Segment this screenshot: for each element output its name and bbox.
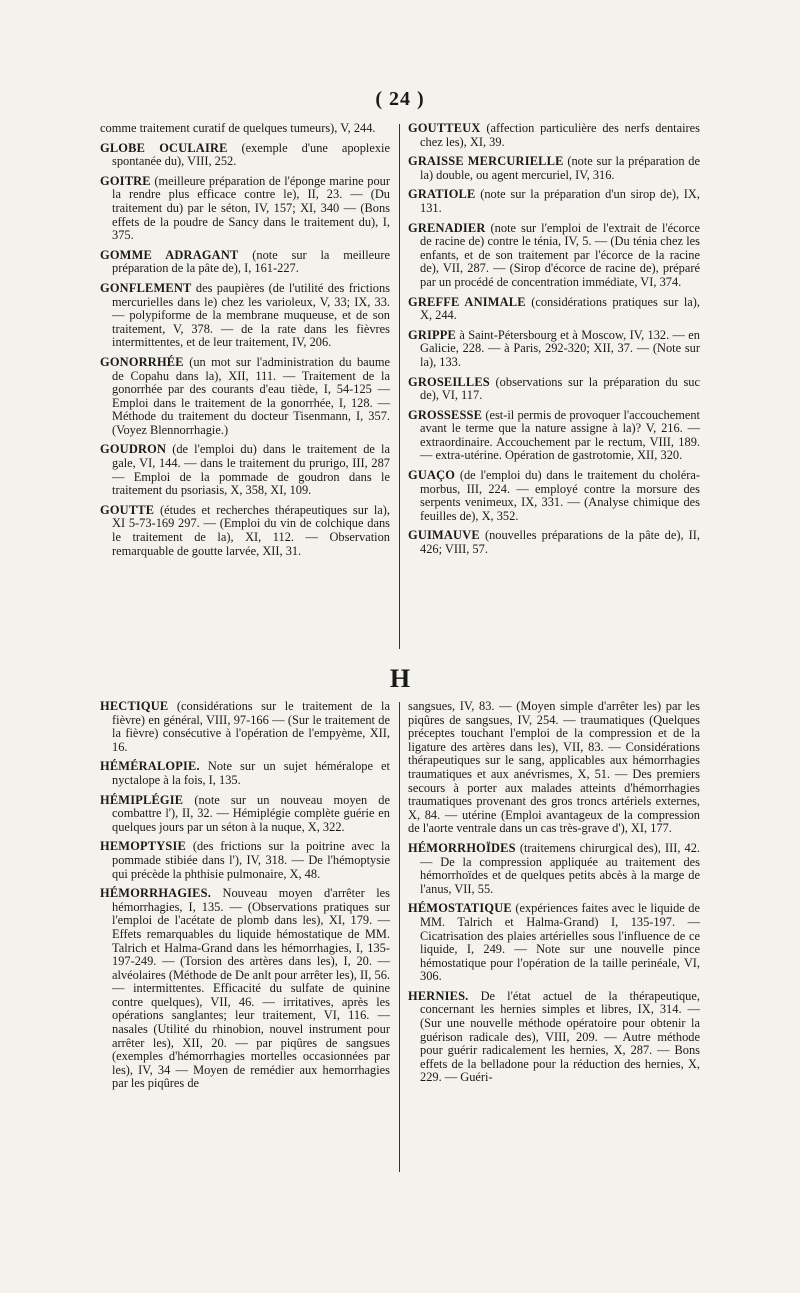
index-headword: GONORRHÉE — [100, 354, 184, 369]
index-entry-text: De l'état actuel de la thérapeutique, concernant les hernies simples et libres, IX, 314. — (Sur une nouvelle méthode opératoire pour obtenir la guérison radicale des), VIII, 209. — Autre méthode pour guérir radicalement les hernies, X, 287. — Bons effets de la belladone pour la réduction des hernies, X, 229. — Guéri- — [420, 988, 700, 1085]
index-headword: GRENADIER — [408, 220, 486, 235]
index-headword: HERNIES. — [408, 988, 469, 1003]
index-entry — [100, 794, 390, 835]
index-entry — [408, 376, 700, 403]
index-headword: GRATIOLE — [408, 187, 476, 202]
index-entry-text: comme traitement curatif de quelques tumeurs), V, 244. — [100, 121, 376, 135]
index-entry — [408, 122, 700, 149]
index-entry — [100, 122, 390, 136]
index-entry-text: (note sur la préparation de la) double, ou agent mercuriel, IV, 316. — [420, 154, 700, 182]
index-headword: GUAÇO — [408, 468, 456, 483]
index-entry-text: (note sur la meilleure préparation de la pâte de), I, 161-227. — [112, 247, 391, 276]
column-divider — [399, 702, 400, 1172]
index-headword: GUIMAUVE — [408, 528, 480, 543]
index-entry-text: (nouvelles préparations de la pâte de), II, 426; VIII, 57. — [420, 528, 700, 557]
index-headword: HEMOPTYSIE — [100, 839, 186, 854]
index-entry-text: (traitemens chirurgical des), III, 42. — De la compression appliquée au traitement des hémorrhoïdes et de quelques petits abcès à la marge de l'anus, VII, 55. — [420, 840, 700, 896]
index-entry — [408, 902, 700, 984]
index-entry-text: (affection particulière des nerfs dentaires chez les), XI, 39. — [420, 121, 700, 149]
index-column-bottom-left — [100, 700, 390, 1097]
index-entry-text: (meilleure préparation de l'éponge marine pour la rendre plus efficace contre le), II, 23. — (Du traitement du) par le séton, IV, 157; XI, 340 — (Bons effets de la poudre de Sancy dans le traitement du), I, 375. — [112, 173, 390, 243]
index-entry — [100, 142, 390, 169]
index-entry-text: des paupières (de l'utilité des frictions mercurielles dans le) chez les varioleux, V, 33; IX, 33. — polypiforme de la membrane muqueuse, et de son traitement, V, 378. — de la rate dans les fièvres intermittentes, et de leur traitement, IV, 206. — [112, 280, 390, 350]
index-headword: HÉMÉRALOPIE. — [100, 759, 200, 774]
index-entry-text: (note sur la préparation d'un sirop de), IX, 131. — [420, 187, 700, 215]
index-entry — [100, 443, 390, 497]
index-entry — [408, 296, 700, 323]
index-headword: GOUTTE — [100, 502, 155, 517]
index-entry — [408, 155, 700, 182]
index-entry — [100, 504, 390, 558]
index-headword: GOUDRON — [100, 442, 167, 457]
index-headword: HÉMOSTATIQUE — [408, 901, 512, 916]
index-entry-text: sangsues, IV, 83. — (Moyen simple d'arrêter les) par les piqûres de sangsues, IV, 254. — traumatiques (Quelques préceptes touchant l'emploi de la compression et de la ligature des artères dans les), VII, 83. — Considérations thérapeutiques sur le sang, applicables aux hémorrhagies traumatiques et aux anévrismes, X, 51. — Des premiers secours à porter aux malades atteints d'hémorrhagies traumatiques provenant des gros troncs artériels externes, X, 84. — utérine (Emploi avantageux de la compression de l'aorte ventrale dans un cas très-grave d'), XI, 177. — [408, 699, 700, 836]
index-headword: HÉMORRHOÏDES — [408, 840, 516, 855]
index-headword: GRAISSE MERCURIELLE — [408, 154, 564, 169]
index-entry — [100, 760, 390, 787]
index-entry-text: (de l'emploi du) dans le traitement du choléra-morbus, III, 224. — employé contre la morsure des serpents venimeux, IX, 331. — (Analyse chimique des feuilles de), X, 352. — [420, 468, 700, 523]
index-entry — [408, 222, 700, 290]
index-entry-text: Note sur un sujet héméralope et nyctalope à la fois, I, 135. — [112, 759, 390, 787]
index-headword: GONFLEMENT — [100, 280, 192, 295]
index-entry-text: à Saint-Pétersbourg et à Moscow, IV, 132. — en Galicie, 228. — à Paris, 292-320; XII, 37. — (Note sur la), 133. — [420, 327, 700, 369]
index-headword: GOITRE — [100, 173, 151, 188]
index-headword: GROSSESSE — [408, 407, 483, 422]
index-entry — [408, 990, 700, 1085]
index-column-top-left — [100, 122, 390, 564]
index-entry-text: (de l'emploi du) dans le traitement de la gale, VI, 144. — dans le traitement du prurigo, III, 287 — Emploi de la pommade de goudron dans le traitement du psoriasis, X, 358, XI, 109. — [112, 442, 390, 498]
index-entry — [100, 175, 390, 243]
index-headword: GOUTTEUX — [408, 121, 481, 135]
index-entry — [100, 840, 390, 881]
index-headword: GLOBE OCULAIRE — [100, 140, 228, 155]
index-entry — [100, 356, 390, 438]
index-entry-text: (note sur l'emploi de l'extrait de l'écorce de racine de) contre le ténia, IV, 5. — (Du ténia chez les enfants, et de son traitement par l'écorce de la racine de), VII, 287. — (Sirop d'écorce de racine de), préparé par un procédé de concentration immédiate, VI, 374. — [420, 220, 700, 289]
index-entry-text: (considérations pratiques sur la), X, 244. — [420, 294, 700, 323]
section-letter: H — [389, 664, 411, 693]
index-entry — [100, 282, 390, 350]
index-entry-text: (études et recherches thérapeutiques sur la), XI 5-73-169 297. — (Emploi du vin de colchique dans le traitement de la), XI, 112. — Observation remarquable de goutte larvée, XII, 31. — [112, 502, 390, 558]
index-headword: HECTIQUE — [100, 699, 169, 713]
page-number: ( 24 ) — [375, 88, 425, 110]
index-entry — [408, 409, 700, 463]
index-entry-text: (expériences faites avec le liquide de MM. Talrich et Halma-Grand) I, 135-197. — Cicatrisation des plaies artérielles sous l'influence de ce liquide, I, 249. — Note sur une nouvelle pince hémostatique pour l'opération de la taille perinéale, VI, 306. — [420, 901, 700, 984]
index-entry — [408, 700, 700, 836]
index-entry — [408, 842, 700, 896]
index-entry — [100, 887, 390, 1091]
index-entry — [408, 469, 700, 523]
index-entry-text: (observations sur la préparation du suc de), VI, 117. — [420, 374, 700, 403]
index-entry — [408, 529, 700, 556]
index-entry — [408, 188, 700, 215]
index-entry-text: (des frictions sur la poitrine avec la pommade stibiée dans l'), IV, 318. — De l'hémoptysie qui précède la phthisie pulmonaire, X, 48. — [112, 839, 390, 881]
index-entry-text: (note sur un nouveau moyen de combattre l'), II, 32. — Hémiplégie complète guérie en quelques jours par un séton à la nuque, X, 322. — [112, 792, 390, 834]
index-headword: GOMME ADRAGANT — [100, 247, 239, 262]
index-entry-text: (un mot sur l'administration du baume de Copahu dans la), XII, 111. — Traitement de la gonorrhée par des courants d'eau tiède, I, 54-125 — Emploi dans le traitement de la gonorrhée, I, 128. — Méthode du traitement du docteur Tisenmann, I, 357. (Voyez Blennorrhagie.) — [112, 354, 390, 437]
index-entry — [100, 700, 390, 754]
index-headword: GREFFE ANIMALE — [408, 294, 526, 309]
index-headword: HÉMIPLÉGIE — [100, 792, 184, 807]
column-divider — [399, 124, 400, 649]
index-entry-text: (considérations sur le traitement de la fièvre) en général, VIII, 97-166 — (Sur le traitement de la fièvre) consécutive à l'opération de l'empyème, XII, 16. — [112, 699, 390, 754]
index-column-top-right — [408, 122, 700, 563]
index-headword: GROSEILLES — [408, 374, 490, 389]
index-headword: HÉMORRHAGIES. — [100, 886, 212, 901]
index-entry-text: (est-il permis de provoquer l'accouchement avant le terme que la nature assigne à la)? V, 216. — extraordinaire. Accouchement par le rectum, VIII, 189. — extra-utérine. Opération de gastrotomie, XII, 320. — [420, 407, 700, 463]
index-entry-text: (exemple d'une apoplexie spontanée du), VIII, 252. — [112, 140, 390, 169]
index-column-bottom-right — [408, 700, 700, 1091]
index-entry — [408, 329, 700, 370]
index-headword: GRIPPE — [408, 327, 457, 342]
index-entry-text: Nouveau moyen d'arrêter les hémorrhagies, I, 135. — (Observations pratiques sur l'emploi de l'acétate de plomb dans les), XI, 179. — Effets remarquables du liquide hémostatique de MM. Talrich et Halma-Grand dans les hémorrhagies, I, 135-197-249. — (Torsion des artères dans les), I, 20. — alvéolaires (Méthode de De anlt pour arrêter les), II, 56. — intermittentes. Efficacité du sulfate de quinine contre quelques), VII, 46. — irritatives, après les opérations sanglantes; leur traitement, VI, 116. — nasales (Utilité du rhinobion, nouvel instrument pour arrêter les), XII, 20. — par piqûres de sangsues (exemples d'hémorrhagies mortelles occasionnées par les), IV, 34 — Moyen de remédier aux hemorrhagies par les piqûres de — [112, 886, 390, 1091]
index-entry — [100, 249, 390, 276]
